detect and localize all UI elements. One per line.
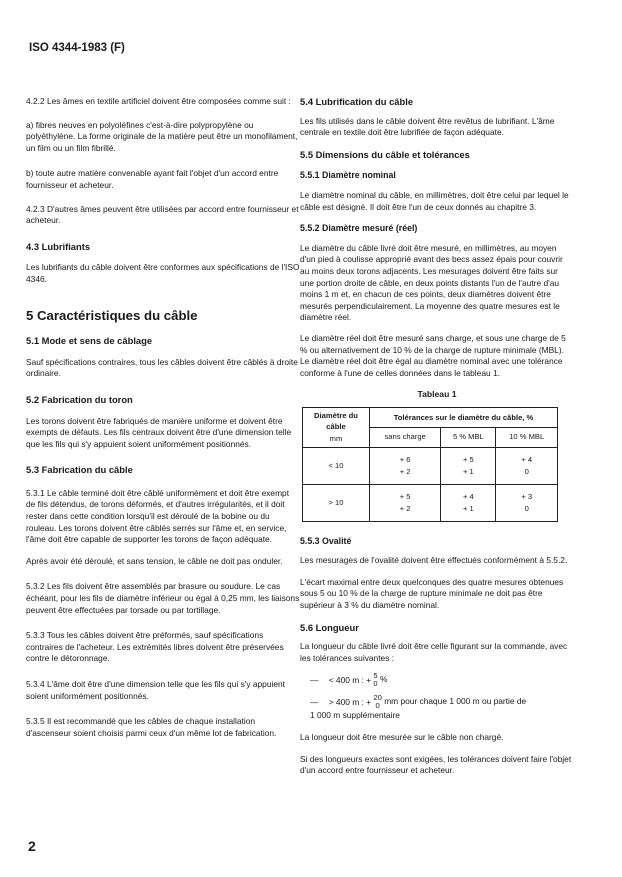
tol-lower: 0	[524, 466, 529, 476]
para-5-6: La longueur du câble livré doit être celle figurant sur la commande, avec les tolérances suivantes :	[300, 641, 568, 663]
tol-upper: + 6	[399, 455, 411, 465]
para-5-6-b: La longueur doit être mesurée sur le câble non chargé.	[300, 732, 504, 742]
heading-5: 5 Caractéristiques du câble	[26, 307, 198, 323]
heading-5-6: 5.6 Longueur	[300, 621, 359, 633]
cell-diameter: < 10	[303, 447, 370, 484]
tol-1-unit: %	[379, 674, 388, 685]
tol-lower: + 1	[462, 466, 474, 476]
tol-2-fraction	[373, 694, 381, 710]
table-cell	[496, 484, 558, 521]
tol-upper: + 4	[521, 455, 533, 465]
para-5-3-1-b: Après avoir été déroulé, et sans tension, le câble ne doit pas onduler.	[26, 555, 283, 566]
tol-1-lower: 0	[373, 679, 378, 689]
para-5-5-2-b: Le diamètre réel doit être mesuré sans charge, et sous une charge de 5 % ou alternativement de 10 % de la charge de rupture minimale (MBL). Le diamètre réel doit être égal au diamètre nominal avec une tolérance conforme à l'une de celles données dans le tableau 1.	[300, 332, 566, 378]
head-diameter-label: Diamètre du câble	[314, 410, 358, 432]
tol-2-upper: 20	[373, 693, 382, 703]
tol-upper: + 3	[521, 492, 533, 502]
cell-diameter: > 10	[303, 484, 370, 521]
tol-1-upper: 5	[373, 671, 378, 681]
para-5-5-2-a: Le diamètre du câble livré doit être mesuré, en millimètres, au moyen d'un pied à coulisse approprié avant des becs assez épais pour couvrir au moins deux torons adjacents. Les mesurages doivent être faits sur une portion droite de câble, en deux points distants l'un de l'autre d'au moins 1 m et, en chacun de ces points, deux diamètres doivent être mesurés perpendiculairement. La moyenne des quatre mesures est le diamètre réel.	[300, 242, 563, 323]
tol-1-fraction	[373, 672, 377, 688]
tol-2-text: mm pour chaque 1 000 m ou partie de	[384, 696, 527, 707]
tol-1-lead: < 400 m : +	[328, 674, 372, 685]
heading-5-3: 5.3 Fabrication du câble	[26, 464, 133, 476]
heading-5-5-1: 5.5.1 Diamètre nominal	[300, 170, 396, 181]
table-cell	[441, 447, 496, 484]
para-5-6-c: Si des longueurs exactes sont exigées, les tolérances doivent faire l'objet d'un accord entre fournisseur et acheteur.	[300, 753, 572, 776]
document-header: ISO 4344-1983 (F)	[29, 42, 125, 54]
tolerance-line-1	[300, 672, 574, 688]
tol-upper: + 5	[462, 455, 474, 465]
para-5-5-1: Le diamètre nominal du câble, en millimètres, doit être celui par lequel le câble est désigné. Il doit être l'un de ceux donnés au chapitre 3.	[300, 189, 569, 212]
subhead-10-mbl: 10 % MBL	[496, 427, 558, 447]
para-5-5-3-a: Les mesurages de l'ovalité doivent être effectués conformément à 5.5.2.	[300, 555, 568, 566]
heading-5-4: 5.4 Lubrification du câble	[300, 96, 414, 107]
para-5-3-1: 5.3.1 Le câble terminé doit être câblé uniformément et doit être exempt de fils détendus, de torons déformés, et d'autres irrégularités, et il doit rester dans cette condition lorsqu'il est déroulé de la bobine ou du rouleau. Les torons doivent être câblés serrés sur l'âme et, en service, l'âme doit être capable de supporter les torons de façon adéquate.	[26, 487, 290, 545]
table-cell	[370, 447, 441, 484]
para-4-2-2-a: a) fibres neuves en polyoléfines c'est-à-dire polypropylène ou polyéthylène. La forme originale de la matière peut être un monofilament, un film ou un film fibrillé.	[26, 119, 298, 153]
tolerance-table	[302, 407, 558, 522]
table-row	[303, 484, 558, 521]
heading-5-1: 5.1 Mode et sens de câblage	[26, 335, 153, 347]
table-row	[303, 447, 558, 484]
tol-2-lead: > 400 m : +	[328, 696, 372, 707]
para-4-2-3: 4.2.3 D'autres âmes peuvent être utilisées par accord entre fournisseur et acheteur.	[26, 203, 299, 226]
left-column	[26, 96, 300, 739]
head-diameter-unit: mm	[329, 434, 343, 444]
right-column	[300, 96, 574, 777]
heading-4-3: 4.3 Lubrifiants	[26, 240, 91, 252]
subhead-no-load: sans charge	[370, 427, 441, 447]
para-4-2-2-b: b) toute autre matière convenable ayant fait l'objet d'un accord entre fournisseur et acheteur.	[26, 168, 279, 190]
table-cell	[496, 447, 558, 484]
para-4-3: Les lubrifiants du câble doivent être conformes aux spécifications de l'ISO 4346.	[26, 262, 300, 284]
para-5-4: Les fils utilisés dans le câble doivent être revêtus de lubrifiant. L'âme centrale en textile doit être lubrifiée de façon adéquate.	[300, 115, 555, 138]
para-5-2: Les torons doivent être fabriqués de manière uniforme et doivent être exempts de défauts. Les fils centraux doivent être d'une dimension telle que les fils qui s'y appuient soient uniformément positionnés.	[26, 415, 292, 449]
para-5-3-4: 5.3.4 L'âme doit être d'une dimension telle que les fils qui s'y appuient soient uniformément positionnés.	[26, 679, 285, 701]
para-5-3-3: 5.3.3 Tous les câbles doivent être préformés, sauf spécifications contraires de l'acheteur. Les extrémités libres doivent être préservées contre le détoronnage.	[26, 630, 284, 664]
table-cell	[441, 484, 496, 521]
para-5-5-3-b: L'écart maximal entre deux quelconques des quatre mesures obtenues sous 5 ou 10 % de la charge de rupture minimale ne doit pas être supérieur à 3 % du diamètre nominal.	[300, 576, 564, 611]
table-cell	[370, 484, 441, 521]
tol-lower: + 2	[399, 503, 411, 513]
tol-2-lower: 0	[375, 701, 380, 711]
heading-5-5-2: 5.5.2 Diamètre mesuré (réel)	[300, 223, 418, 234]
page-number: 2	[28, 838, 36, 854]
para-5-3-2: 5.3.2 Les fils doivent être assemblés par brasure ou soudure. Le cas échéant, pour les fils de diamètre inférieur ou égal à 0,25 mm, les liaisons peuvent être effectuées par torsade ou par tortillage.	[26, 581, 300, 615]
subhead-5-mbl: 5 % MBL	[441, 427, 496, 447]
para-5-3-5: 5.3.5 Il est recommandé que les câbles de chaque installation d'ascenseur soient choisis parmi ceux d'un même lot de fabrication.	[26, 716, 277, 738]
dash: —	[310, 696, 319, 707]
tol-upper: + 5	[399, 492, 411, 502]
dash: —	[310, 674, 319, 685]
tol-lower: + 2	[399, 466, 411, 476]
tol-upper: + 4	[462, 492, 474, 502]
heading-5-5: 5.5 Dimensions du câble et tolérances	[300, 148, 470, 160]
para-5-1: Sauf spécifications contraires, tous les câbles doivent être câblés à droite ordinaire.	[26, 356, 298, 379]
tol-2-continuation: 1 000 m supplémentaire	[310, 710, 400, 721]
table-caption: Tableau 1	[417, 389, 457, 400]
heading-5-5-3: 5.5.3 Ovalité	[300, 535, 352, 546]
table-head-tolerance: Tolérances sur le diamètre du câble, %	[370, 407, 558, 427]
para-4-2-2: 4.2.2 Les âmes en textile artificiel doivent être composées comme suit :	[26, 96, 291, 106]
tolerance-line-2	[300, 694, 574, 710]
heading-5-2: 5.2 Fabrication du toron	[26, 393, 133, 405]
tol-lower: 0	[524, 503, 529, 513]
tol-lower: + 1	[462, 503, 474, 513]
table-head-diameter	[303, 407, 370, 447]
